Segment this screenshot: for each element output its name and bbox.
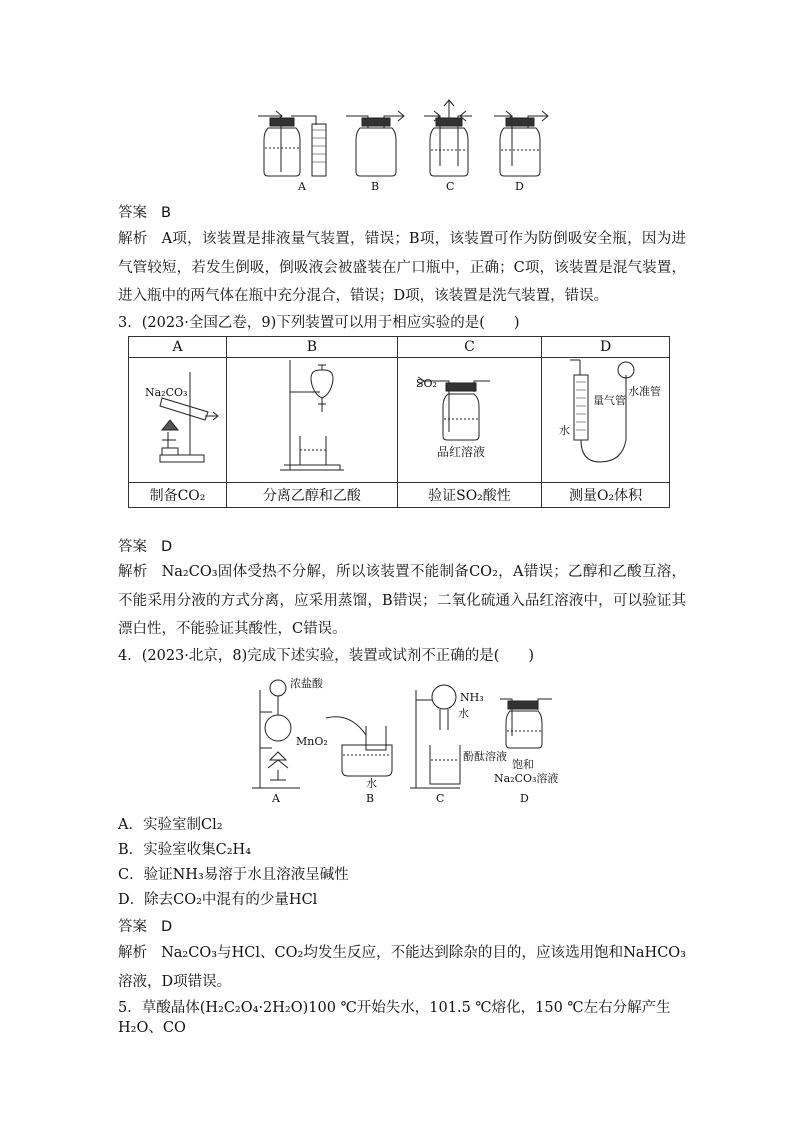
q5-stem: 5．草酸晶体(H₂C₂O₄·2H₂O)100 ℃开始失水，101.5 ℃熔化，150 ℃左右分解产生H₂O、CO (118, 1000, 671, 1036)
fig4-d-liquid-label-1: 饱和 (512, 758, 534, 771)
fig4-a-acid-label: 浓盐酸 (290, 677, 323, 690)
analysis-label: 解析 (118, 945, 148, 961)
table-caption-a: 制备CO₂ (129, 483, 227, 508)
fig1-label-d: D (515, 180, 524, 193)
q4-analysis (118, 939, 686, 996)
fig4-label-c: C (436, 792, 445, 805)
fig4-c-liquid-label: 酚酞溶液 (463, 750, 507, 763)
fig-a-na2co3-label: Na₂CO₃ (145, 386, 188, 399)
answer-value: D (161, 539, 173, 555)
q4-apparatus-drawings (0, 670, 800, 805)
analysis-label: 解析 (118, 564, 148, 580)
table-header-c: C (397, 337, 541, 358)
fig4-b-water-label: 水 (366, 777, 377, 790)
analysis-label: 解析 (118, 231, 148, 247)
table-header-d: D (542, 337, 670, 358)
fig4-label-a: A (272, 792, 280, 805)
option-b: B．实验室收集C₂H₄ (118, 842, 252, 858)
option-d: D．除去CO₂中混有的少量HCl (118, 892, 318, 908)
answer-label: 答案 (118, 539, 147, 555)
fig4-label-d: D (520, 792, 529, 805)
fig1-label-b: B (371, 180, 380, 193)
q3-analysis (118, 558, 686, 644)
fig4-a-solid-label: MnO₂ (296, 735, 328, 748)
analysis-text: Na₂CO₃固体受热不分解，所以该装置不能制备CO₂，A错误；乙醇和乙酸互溶，不能采用分液的方式分离，应采用蒸馏，B错误；二氧化硫通入品红溶液中，可以验证其漂白性，不能验证其酸性，C错误。 (118, 564, 687, 637)
answer-value: B (161, 205, 171, 221)
fig-d-tube-label: 水准管 (628, 385, 661, 398)
table-header-a: A (129, 337, 227, 358)
fig4-c-gas-label: NH₃ (460, 691, 484, 704)
table-header-b: B (227, 337, 398, 358)
q2-analysis (118, 225, 686, 311)
fig-d-burette-label: 量气管 (593, 394, 626, 407)
analysis-text: Na₂CO₃与HCl、CO₂均发生反应，不能达到除杂的目的，应该选用饱和NaHCO₃溶液，D项错误。 (118, 945, 686, 990)
fig4-label-b: B (366, 792, 375, 805)
table-caption-b: 分离乙醇和乙酸 (227, 483, 398, 508)
option-c: C．验证NH₃易溶于水且溶液呈碱性 (118, 867, 349, 883)
option-a: A．实验室制Cl₂ (118, 817, 223, 833)
fig-c-so2-label: SO₂ (416, 377, 437, 390)
answer-value: D (161, 919, 173, 935)
fig-c-liquid-label: 品红溶液 (437, 445, 486, 459)
answer-label: 答案 (118, 919, 147, 935)
answer-label: 答案 (118, 205, 147, 221)
fig4-d-liquid-label-2: Na₂CO₃溶液 (494, 772, 559, 785)
gas-bottle-figure (0, 0, 800, 200)
q3-apparatus-drawings (0, 355, 800, 505)
fig-d-water-label: 水 (559, 424, 570, 437)
fig1-label-c: C (446, 180, 455, 193)
table-caption-c: 验证SO₂酸性 (397, 483, 541, 508)
q4-stem: 4．(2023·北京，8)完成下述实验，装置或试剂不正确的是( ) (118, 648, 535, 664)
table-caption-d: 测量O₂体积 (542, 483, 670, 508)
fig4-c-water-label: 水 (458, 707, 469, 720)
q3-answer-line (118, 537, 686, 557)
analysis-text: A项，该装置是排液量气装置，错误；B项，该装置可作为防倒吸安全瓶，因为进气管较短，若发生倒吸，倒吸液会被盛装在广口瓶中，正确；C项，该装置是混气装置，进入瓶中的两气体在瓶中充分混合，错误；D项，该装置是洗气装置，错误。 (118, 231, 687, 304)
q4-answer-line (118, 917, 686, 937)
fig1-label-a: A (298, 180, 306, 193)
q3-stem: 3．(2023·全国乙卷，9)下列装置可以用于相应实验的是( ) (118, 315, 520, 331)
q2-answer-line (118, 203, 686, 223)
